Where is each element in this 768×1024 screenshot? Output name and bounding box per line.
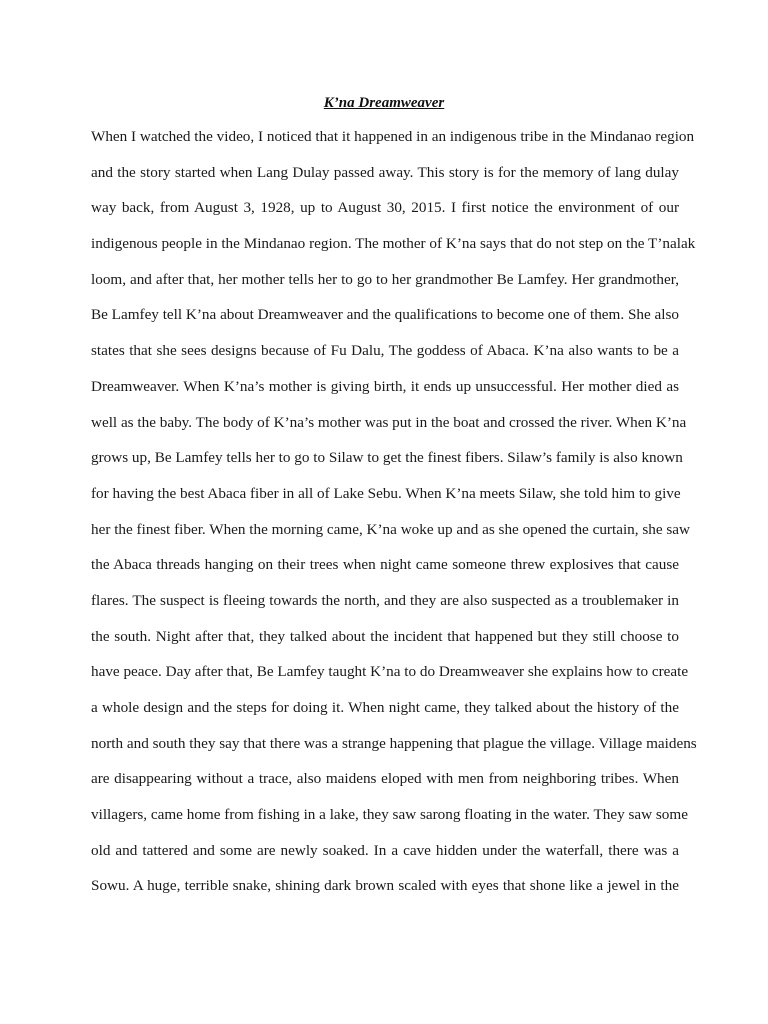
body-line: Be Lamfey tell K’na about Dreamweaver and the qualifications to become one of them. She also (91, 306, 679, 324)
body-line: are disappearing without a trace, also maidens eloped with men from neighboring tribes. When (91, 770, 679, 788)
body-line: and the story started when Lang Dulay passed away. This story is for the memory of lang dulay (91, 163, 679, 181)
body-line: states that she sees designs because of Fu Dalu, The goddess of Abaca. K’na also wants to be a (91, 342, 679, 360)
body-line: have peace. Day after that, Be Lamfey taught K’na to do Dreamweaver she explains how to create (91, 663, 689, 681)
body-line: When I watched the video, I noticed that it happened in an indigenous tribe in the Mindanao region (91, 128, 695, 145)
body-line: a whole design and the steps for doing it. When night came, they talked about the history of the (91, 699, 679, 716)
body-line: Dreamweaver. When K’na’s mother is giving birth, it ends up unsuccessful. Her mother died as (91, 377, 679, 395)
body-line: old and tattered and some are newly soaked. In a cave hidden under the waterfall, there was a (91, 841, 679, 859)
body-line: villagers, came home from fishing in a lake, they saw sarong floating in the water. They saw some (91, 806, 688, 824)
body-line: the Abaca threads hanging on their trees when night came someone threw explosives that cause (91, 556, 679, 574)
document-title: K’na Dreamweaver (323, 95, 445, 111)
body-line: Sowu. A huge, terrible snake, shining dark brown scaled with eyes that shone like a jewel in the (91, 877, 679, 895)
body-line: north and south they say that there was a strange happening that plague the village. Village maidens (91, 734, 697, 752)
body-line: flares. The suspect is fleeing towards the north, and they are also suspected as a troublemaker in (91, 591, 679, 609)
body-line: the south. Night after that, they talked about the incident that happened but they still choose to (91, 627, 679, 645)
body-line: way back, from August 3, 1928, up to August 30, 2015. I first notice the environment of our (91, 199, 679, 217)
body-line: loom, and after that, her mother tells her to go to her grandmother Be Lamfey. Her grandmother, (91, 270, 679, 288)
body-line: well as the baby. The body of K’na’s mother was put in the boat and crossed the river. When K’na (91, 413, 687, 431)
body-line: her the finest fiber. When the morning came, K’na woke up and as she opened the curtain, she saw (91, 520, 691, 538)
document-body (91, 125, 697, 910)
body-line: grows up, Be Lamfey tells her to go to Silaw to get the finest fibers. Silaw’s family is also known (91, 449, 683, 467)
body-line: indigenous people in the Mindanao region. The mother of K’na says that do not step on the T’nalak (91, 235, 696, 253)
body-line: for having the best Abaca fiber in all of Lake Sebu. When K’na meets Silaw, she told him to give (91, 484, 681, 502)
